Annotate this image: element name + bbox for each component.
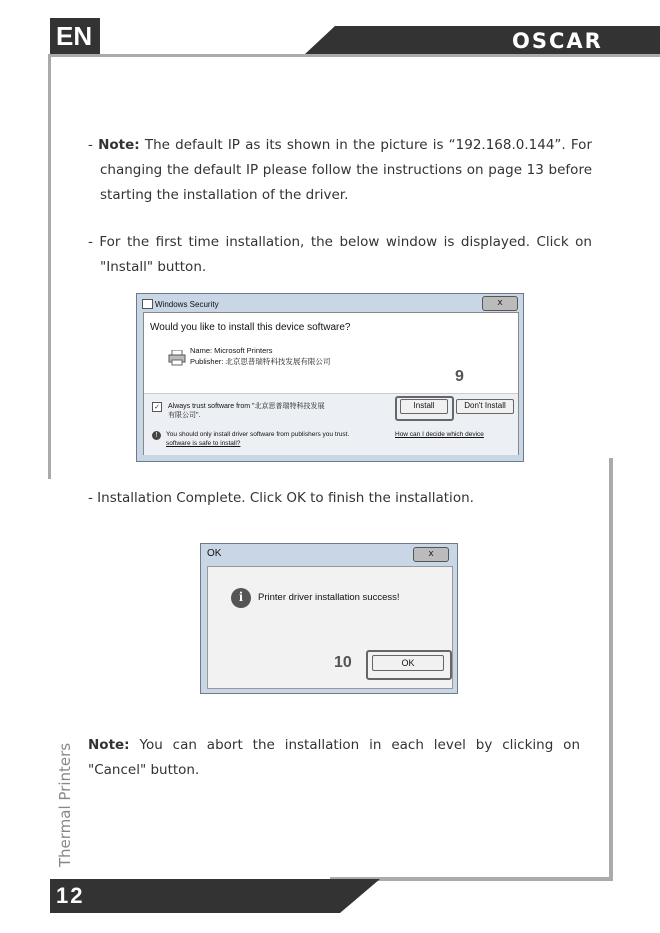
brand-logo: OSCAR (512, 29, 603, 53)
ok-button[interactable]: OK (372, 655, 444, 671)
dialog-title: Windows Security (155, 300, 219, 309)
language-badge: EN (50, 18, 100, 54)
publisher-name: Publisher: 北京思普瑞特科技发展有限公司 (190, 357, 331, 366)
install-button[interactable]: Install (400, 399, 448, 414)
close-button[interactable]: x (413, 547, 449, 562)
ok-dialog (200, 543, 458, 694)
close-button[interactable]: x (482, 296, 518, 311)
footer-bar (110, 879, 380, 913)
note-default-ip: - Note: The default IP as its shown in the picture is “192.168.0.144”. For changing the default IP please follow the instructions on page 13 before starting the installation of the driver. (88, 137, 592, 203)
abort-note-text: You can abort the installation in each level by clicking on "Cancel" button. (88, 737, 580, 778)
page-number: 12 (50, 879, 122, 913)
ok-dialog-title: OK (207, 548, 222, 559)
right-rule (609, 458, 613, 880)
window-icon (142, 299, 153, 309)
section-side-label: Thermal Printers (56, 742, 74, 868)
first-install-instruction: - For the first time installation, the below window is displayed. Click on "Install" button. (88, 234, 592, 275)
device-name: Name: Microsoft Printers (190, 346, 273, 355)
warning-text: You should only install driver software from publishers you trust. (166, 431, 350, 438)
printer-icon (168, 350, 186, 366)
windows-security-dialog (136, 293, 524, 462)
info-icon: i (231, 588, 251, 608)
warning-shield-icon: ! (152, 431, 161, 440)
dialog-question: Would you like to install this device software? (150, 322, 351, 333)
callout-number-9: 9 (455, 368, 464, 385)
left-rule (48, 54, 51, 479)
complete-text: Installation Complete. Click OK to finish the installation. (97, 490, 474, 506)
top-rule (50, 54, 660, 57)
callout-number-10: 10 (334, 654, 352, 671)
dialog-footer-band (144, 393, 518, 455)
abort-note (88, 733, 580, 783)
dialog-body (143, 312, 519, 455)
abort-note-label: Note: (88, 737, 130, 753)
trust-label-line1: Always trust software from "北京思普瑞特科技发展 (168, 403, 325, 410)
dont-install-button[interactable]: Don't Install (456, 399, 514, 414)
help-link-continued[interactable]: software is safe to install? (166, 440, 241, 447)
ok-dialog-body (207, 566, 453, 689)
first-install-text: For the first time installation, the below window is displayed. Click on "Install" button. (99, 234, 592, 275)
installation-complete: - Installation Complete. Click OK to finish the installation. (88, 490, 474, 506)
note-ip-text: The default IP as its shown in the picture is “192.168.0.144”. For changing the default IP please follow the instructions on page 13 before starting the installation of the driver. (100, 137, 592, 203)
trust-label-line2: 有限公司". (168, 412, 201, 419)
note-label: Note: (98, 137, 140, 153)
help-link[interactable]: How can I decide which device (395, 431, 484, 438)
trust-checkbox[interactable]: ✓ (152, 402, 162, 412)
success-message: Printer driver installation success! (258, 592, 400, 603)
